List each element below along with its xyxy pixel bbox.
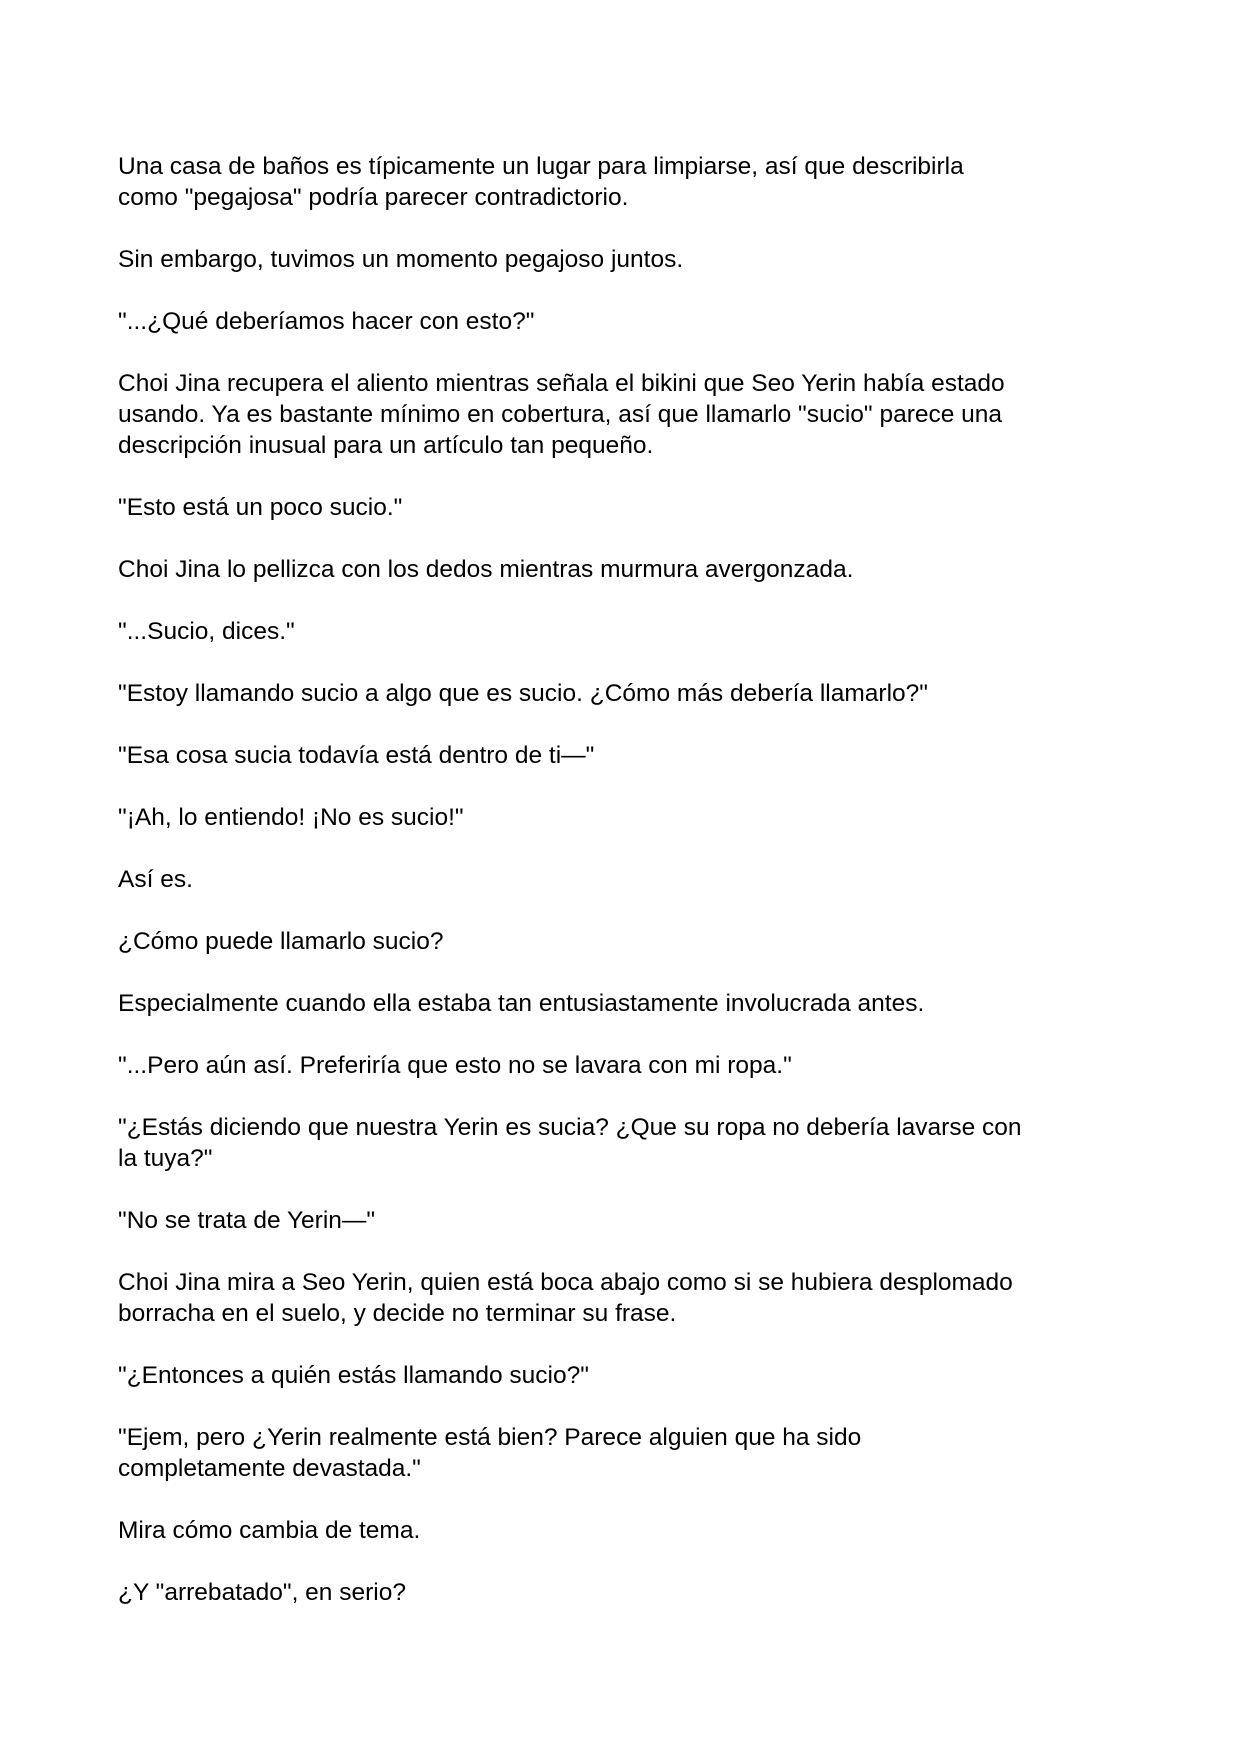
paragraph: Así es. xyxy=(118,866,193,893)
paragraph: "¡Ah, lo entiendo! ¡No es sucio!" xyxy=(118,804,464,831)
paragraph: "...¿Qué deberíamos hacer con esto?" xyxy=(118,308,535,335)
paragraph: "¿Estás diciendo que nuestra Yerin es sucia? ¿Que su ropa no debería lavarse con la tuya?" xyxy=(118,1114,1022,1172)
paragraph: Choi Jina lo pellizca con los dedos mientras murmura avergonzada. xyxy=(118,556,854,583)
paragraph: "Estoy llamando sucio a algo que es sucio. ¿Cómo más debería llamarlo?" xyxy=(118,680,928,707)
paragraph: "Esto está un poco sucio." xyxy=(118,494,403,521)
paragraph: "...Pero aún así. Preferiría que esto no se lavara con mi ropa." xyxy=(118,1052,792,1079)
paragraph: "Ejem, pero ¿Yerin realmente está bien? Parece alguien que ha sido completamente devastada." xyxy=(118,1424,862,1482)
paragraph: Choi Jina recupera el aliento mientras señala el bikini que Seo Yerin había estado usando. Ya es bastante mínimo en cobertura, así que llamarlo "sucio" parece una descripción inusual para un artículo tan pequeño. xyxy=(118,370,1005,459)
paragraph: "Esa cosa sucia todavía está dentro de ti—" xyxy=(118,742,595,769)
paragraph: "No se trata de Yerin—" xyxy=(118,1207,376,1234)
paragraph: "¿Entonces a quién estás llamando sucio?" xyxy=(118,1362,589,1389)
paragraph: ¿Y "arrebatado", en serio? xyxy=(118,1579,406,1606)
paragraph: Mira cómo cambia de tema. xyxy=(118,1517,421,1544)
paragraph: Una casa de baños es típicamente un lugar para limpiarse, así que describirla como "pegajosa" podría parecer contradictorio. xyxy=(118,153,964,211)
paragraph: "...Sucio, dices." xyxy=(118,618,295,645)
paragraph: Especialmente cuando ella estaba tan entusiastamente involucrada antes. xyxy=(118,990,925,1017)
paragraph: Sin embargo, tuvimos un momento pegajoso juntos. xyxy=(118,246,684,273)
paragraph: Choi Jina mira a Seo Yerin, quien está boca abajo como si se hubiera desplomado borracha en el suelo, y decide no terminar su frase. xyxy=(118,1269,1013,1327)
document-body xyxy=(118,151,1133,1639)
paragraph: ¿Cómo puede llamarlo sucio? xyxy=(118,928,444,955)
